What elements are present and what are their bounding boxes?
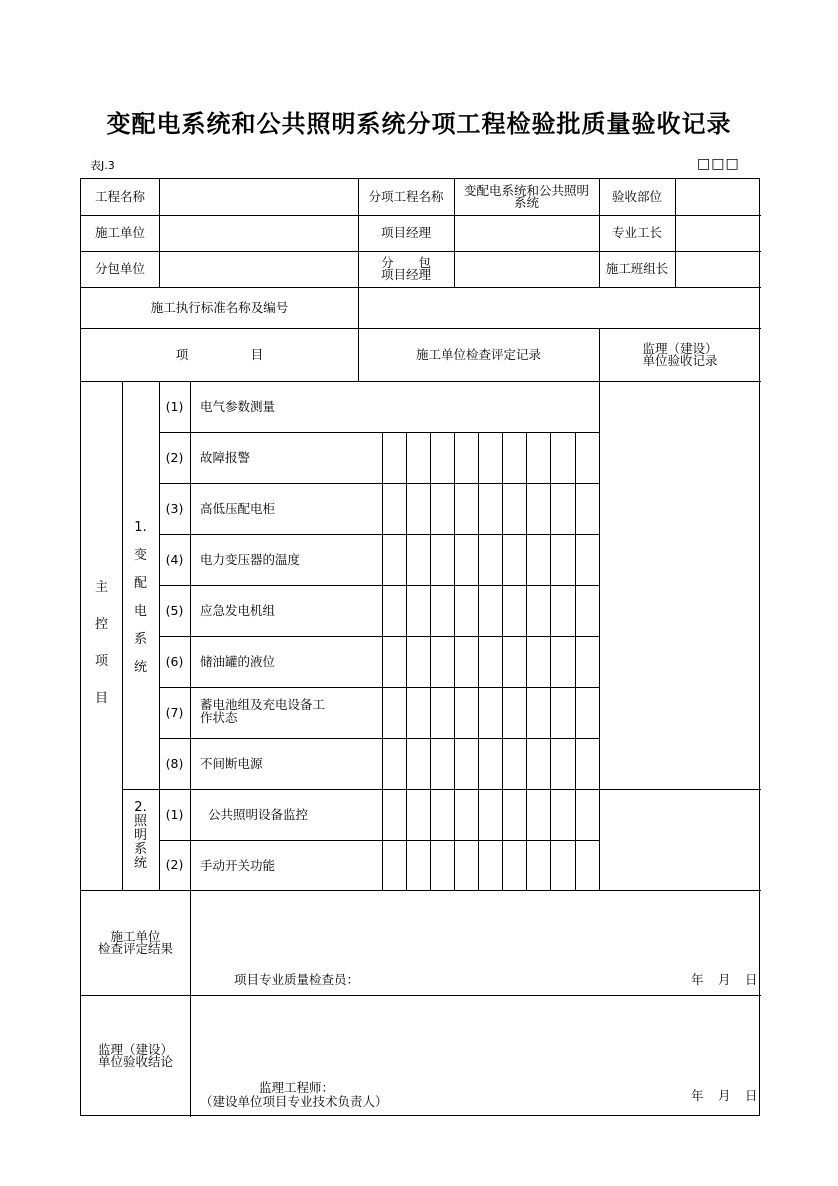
project-manager-field[interactable] xyxy=(454,215,599,251)
acceptance-part-label: 验收部位 xyxy=(611,189,662,204)
owner-representative-label: （建设单位项目专业技术负责人） xyxy=(200,1094,388,1109)
construction-unit-label: 施工单位 xyxy=(94,225,145,240)
item-number: (3) xyxy=(165,500,184,516)
item-number: (6) xyxy=(165,653,184,669)
supervision-header-line1: 监理（建设） xyxy=(642,340,718,356)
grid-line xyxy=(575,432,576,890)
team-leader-label: 施工班组长 xyxy=(605,261,669,276)
result-label xyxy=(81,890,190,995)
result-label-line1: 施工单位 xyxy=(110,928,161,944)
result-day: 日 xyxy=(745,972,758,987)
row-line xyxy=(159,585,599,586)
supervision-record-header xyxy=(599,328,761,381)
team-leader-field[interactable] xyxy=(675,251,761,287)
group2-char-4: 系 xyxy=(133,842,147,857)
row-line xyxy=(159,534,599,535)
conclusion-day: 日 xyxy=(745,1088,758,1103)
conclusion-label xyxy=(81,995,190,1117)
supervision-header-line2: 单位验收记录 xyxy=(642,352,718,368)
sub-manager-line2: 项目经理 xyxy=(380,267,431,282)
group1-label xyxy=(122,514,159,682)
group2-char-3: 明 xyxy=(133,828,147,843)
subcontract-unit-field[interactable] xyxy=(159,251,358,287)
group2-char-5: 统 xyxy=(133,856,147,871)
main-control-items-label xyxy=(81,569,122,717)
row-line xyxy=(159,738,599,739)
conclusion-month: 月 xyxy=(718,1088,731,1103)
grid-line xyxy=(406,432,407,890)
group2-label xyxy=(122,801,159,871)
item-name: 不间断电源 xyxy=(200,756,263,771)
item-name-line1: 蓄电池组及充电设备工 xyxy=(200,697,326,712)
item-name: 电力变压器的温度 xyxy=(200,552,301,567)
item-number: (1) xyxy=(165,398,184,414)
main-char-2: 控 xyxy=(94,617,108,632)
row-line xyxy=(159,687,599,688)
row-line xyxy=(122,789,761,790)
conclusion-year: 年 xyxy=(691,1088,704,1103)
main-char-1: 主 xyxy=(94,580,108,595)
group1-char-5: 系 xyxy=(133,632,147,647)
professional-foreman-label: 专业工长 xyxy=(611,225,662,240)
conclusion-label-line2: 单位验收结论 xyxy=(97,1054,173,1069)
item-name: 公共照明设备监控 xyxy=(208,807,309,822)
item-name-line2: 作状态 xyxy=(200,710,238,725)
row-line xyxy=(159,636,599,637)
professional-foreman-field[interactable] xyxy=(675,215,761,251)
row-line xyxy=(159,483,599,484)
item-name: 电气参数测量 xyxy=(200,399,276,414)
item-number: (1) xyxy=(165,806,184,822)
row-line xyxy=(159,840,599,841)
result-year: 年 xyxy=(691,972,704,987)
form-number: 表J.3 xyxy=(90,159,115,172)
quality-inspector-label: 项目专业质量检查员： xyxy=(234,972,360,987)
item-name: 高低压配电柜 xyxy=(200,501,276,516)
row-line xyxy=(159,432,599,433)
group2-char-2: 照 xyxy=(133,814,147,829)
group1-char-1: 1. xyxy=(134,520,147,535)
inspection-table xyxy=(80,178,760,1116)
sub-project-value-line2: 系统 xyxy=(513,195,539,210)
project-manager-label: 项目经理 xyxy=(380,225,431,240)
project-name-field[interactable] xyxy=(159,179,358,215)
grid-line xyxy=(526,432,527,890)
grid-line xyxy=(454,432,455,890)
sub-manager-line1: 分 包 xyxy=(380,255,431,270)
item-number: (2) xyxy=(165,449,184,465)
grid-line xyxy=(550,432,551,890)
item-number: (2) xyxy=(165,857,184,872)
acceptance-part-field[interactable] xyxy=(675,179,761,215)
sub-manager-field[interactable] xyxy=(454,251,599,287)
standard-name-field[interactable] xyxy=(358,287,761,328)
standard-name-label: 施工执行标准名称及编号 xyxy=(150,299,289,315)
main-char-3: 项 xyxy=(94,654,108,669)
grid-line xyxy=(502,432,503,890)
check-record-header: 施工单位检查评定记录 xyxy=(415,346,541,362)
group1-char-3: 配 xyxy=(133,576,147,591)
main-char-4: 目 xyxy=(94,691,108,706)
sub-project-value-line1: 变配电系统和公共照明 xyxy=(463,183,589,198)
group2-char-1: 2. xyxy=(134,800,147,815)
sub-project-name-value[interactable] xyxy=(454,179,599,215)
col-line xyxy=(190,890,191,1117)
item-number: (4) xyxy=(165,551,184,567)
sub-manager-label xyxy=(358,251,454,287)
group1-char-6: 统 xyxy=(133,660,147,675)
grid-line xyxy=(382,432,383,890)
grid-line xyxy=(430,432,431,890)
item-number: (8) xyxy=(165,755,184,771)
sub-project-name-label: 分项工程名称 xyxy=(368,189,444,204)
item-number: (7) xyxy=(165,704,184,720)
item-name: 储油罐的液位 xyxy=(200,654,276,669)
grid-line xyxy=(478,432,479,890)
item-name: 故障报警 xyxy=(200,450,251,465)
result-label-line2: 检查评定结果 xyxy=(97,940,173,956)
item-name: 应急发电机组 xyxy=(200,603,276,618)
group1-char-4: 电 xyxy=(133,604,147,619)
code-boxes[interactable]: □□□ xyxy=(697,156,740,172)
result-month: 月 xyxy=(718,972,731,987)
construction-unit-field[interactable] xyxy=(159,215,358,251)
item-name: 手动开关功能 xyxy=(200,858,276,873)
supervising-engineer-label: 监理工程师： xyxy=(259,1080,335,1095)
group1-char-2: 变 xyxy=(133,548,147,563)
conclusion-label-line1: 监理（建设） xyxy=(97,1042,173,1057)
project-name-label: 工程名称 xyxy=(94,189,145,204)
col-line xyxy=(599,328,600,890)
subcontract-unit-label: 分包单位 xyxy=(94,261,145,276)
item-number: (5) xyxy=(165,602,184,618)
form-title: 变配电系统和公共照明系统分项工程检验批质量验收记录 xyxy=(106,110,732,138)
item-column-header: 项 目 xyxy=(175,346,264,362)
